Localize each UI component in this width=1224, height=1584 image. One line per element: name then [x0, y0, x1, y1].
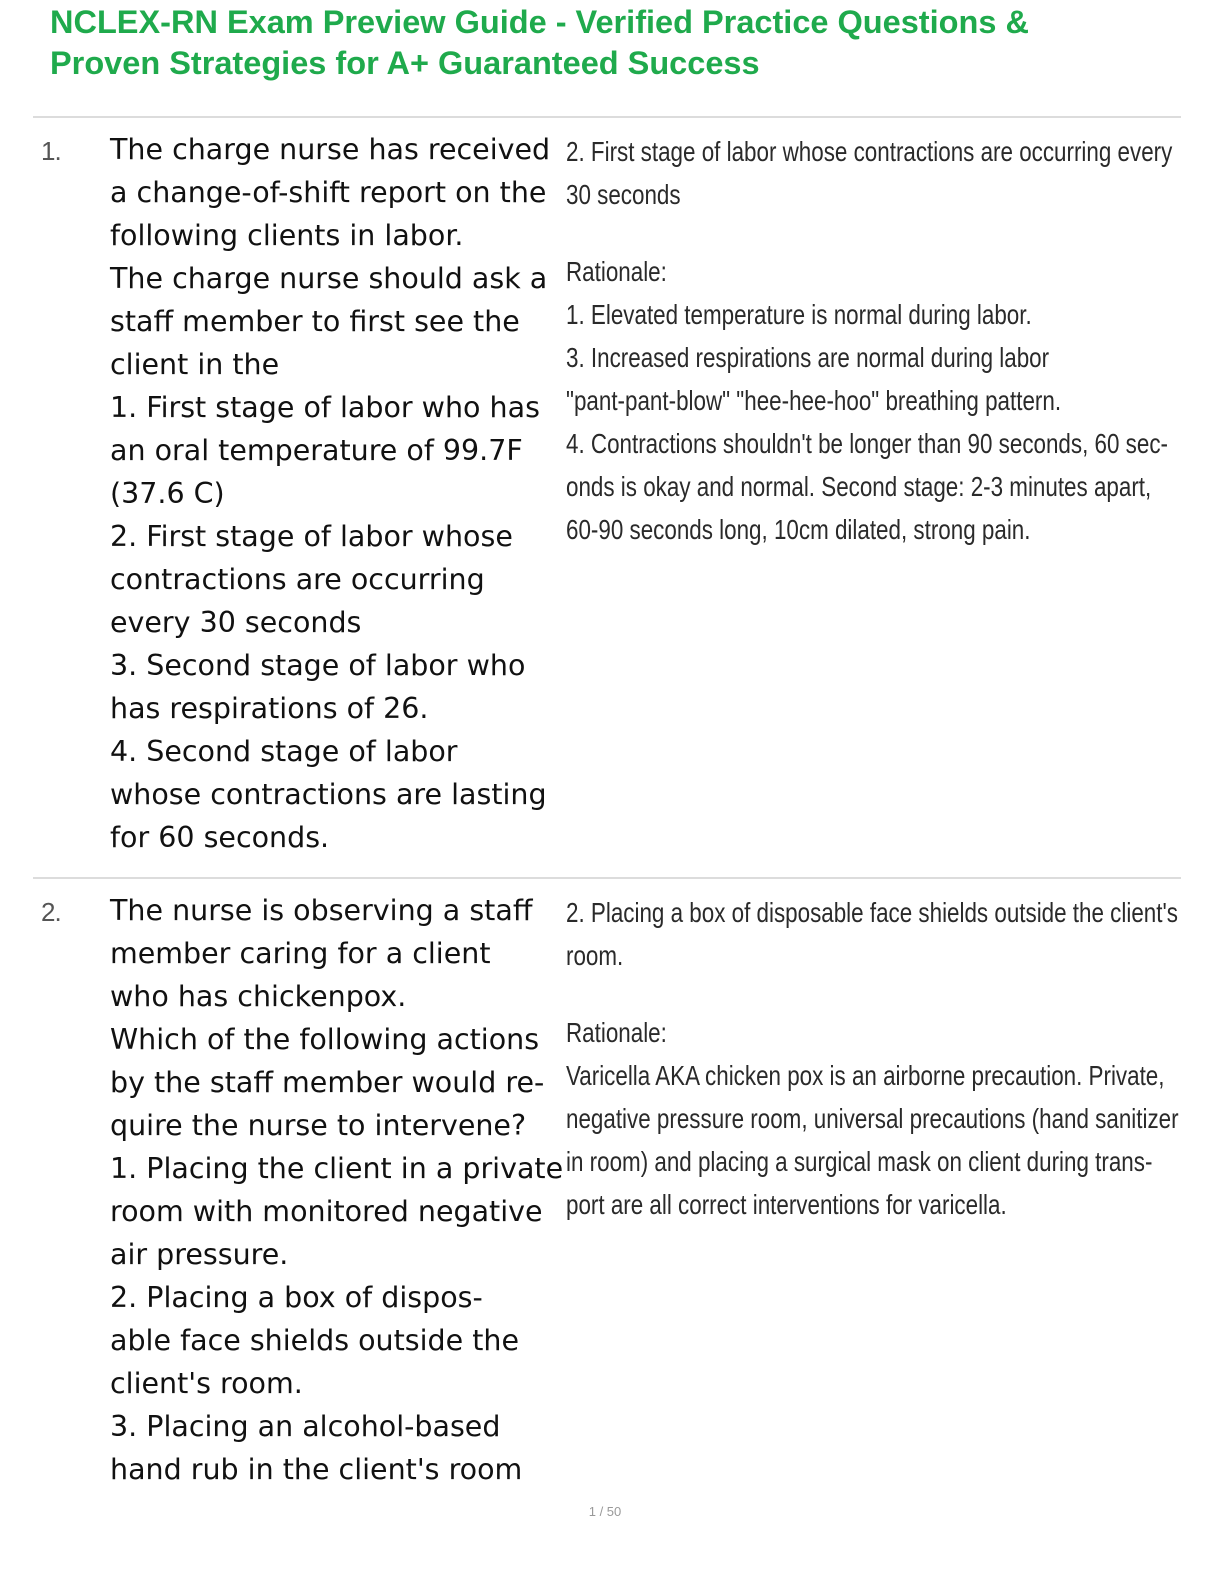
question-line: by the staff member would re-	[110, 1066, 545, 1099]
answer-line: 30 seconds	[566, 179, 681, 210]
rationale-line: port are all correct interventions for varicella.	[566, 1189, 1007, 1220]
rationale-line: Varicella AKA chicken pox is an airborne precaution. Private,	[566, 1060, 1165, 1091]
rationale-label: Rationale:	[566, 256, 667, 287]
question-line: whose contractions are lasting	[110, 778, 547, 811]
question-line: who has chickenpox.	[110, 980, 407, 1013]
title-line: NCLEX-RN Exam Preview Guide - Verified Practice Questions &	[50, 4, 1029, 40]
question-line: room with monitored negative	[110, 1195, 543, 1228]
question-line: The charge nurse has received	[110, 133, 551, 166]
rationale-line: in room) and placing a surgical mask on client during trans-	[566, 1146, 1153, 1177]
question-line: hand rub in the client's room	[110, 1453, 523, 1486]
question-line: 2. First stage of labor whose	[110, 520, 513, 553]
question-line: client in the	[110, 348, 280, 381]
rationale-line: 1. Elevated temperature is normal during labor.	[566, 299, 1032, 330]
question-line: The nurse is observing a staff	[110, 894, 533, 927]
rationale-line: "pant-pant-blow" "hee-hee-hoo" breathing pattern.	[566, 385, 1062, 416]
question-text	[110, 889, 564, 1491]
answer-line: room.	[566, 940, 624, 971]
question-line: 1. Placing the client in a private	[110, 1152, 564, 1185]
question-line: every 30 seconds	[110, 606, 362, 639]
rationale-label: Rationale:	[566, 1017, 667, 1048]
rationale-line: 4. Contractions shouldn't be longer than 90 seconds, 60 sec-	[566, 428, 1168, 459]
question-line: a change-of-shift report on the	[110, 176, 547, 209]
document-title	[50, 2, 1170, 84]
question-line: air pressure.	[110, 1238, 289, 1271]
divider	[33, 877, 1181, 879]
question-line: member caring for a client	[110, 937, 491, 970]
question-line: 4. Second stage of labor	[110, 735, 458, 768]
question-line: following clients in labor.	[110, 219, 464, 252]
rationale-line: onds is okay and normal. Second stage: 2-3 minutes apart,	[566, 471, 1152, 502]
answer-text	[566, 130, 1173, 551]
question-line: able face shields outside the	[110, 1324, 520, 1357]
question-line: quire the nurse to intervene?	[110, 1109, 527, 1142]
question-line: 3. Second stage of labor who	[110, 649, 526, 682]
question-line: 2. Placing a box of dispos-	[110, 1281, 483, 1314]
question-line: 3. Placing an alcohol-based	[110, 1410, 501, 1443]
question-line: contractions are occurring	[110, 563, 485, 596]
rationale-line: 60-90 seconds long, 10cm dilated, strong pain.	[566, 514, 1031, 545]
question-line: has respirations of 26.	[110, 692, 429, 725]
question-line: an oral temperature of 99.7F	[110, 434, 523, 467]
page-number: 1 / 50	[588, 1504, 622, 1519]
question-number: 2.	[41, 897, 61, 927]
divider	[33, 116, 1181, 118]
answer-text	[566, 891, 1179, 1226]
question-line: (37.6 C)	[110, 477, 225, 510]
question-text	[110, 128, 560, 859]
question-number: 1.	[41, 136, 61, 166]
answer-line: 2. First stage of labor whose contractions are occurring every	[566, 136, 1173, 167]
question-line: staff member to first see the	[110, 305, 520, 338]
question-line: The charge nurse should ask a	[110, 262, 548, 295]
rationale-line: negative pressure room, universal precautions (hand sanitizer	[566, 1103, 1179, 1134]
rationale-line: 3. Increased respirations are normal during labor	[566, 342, 1050, 373]
answer-line: 2. Placing a box of disposable face shields outside the client's	[566, 897, 1178, 928]
question-line: 1. First stage of labor who has	[110, 391, 540, 424]
question-line: Which of the following actions	[110, 1023, 540, 1056]
question-line: for 60 seconds.	[110, 821, 330, 854]
question-line: client's room.	[110, 1367, 303, 1400]
title-line: Proven Strategies for A+ Guaranteed Success	[50, 45, 760, 81]
